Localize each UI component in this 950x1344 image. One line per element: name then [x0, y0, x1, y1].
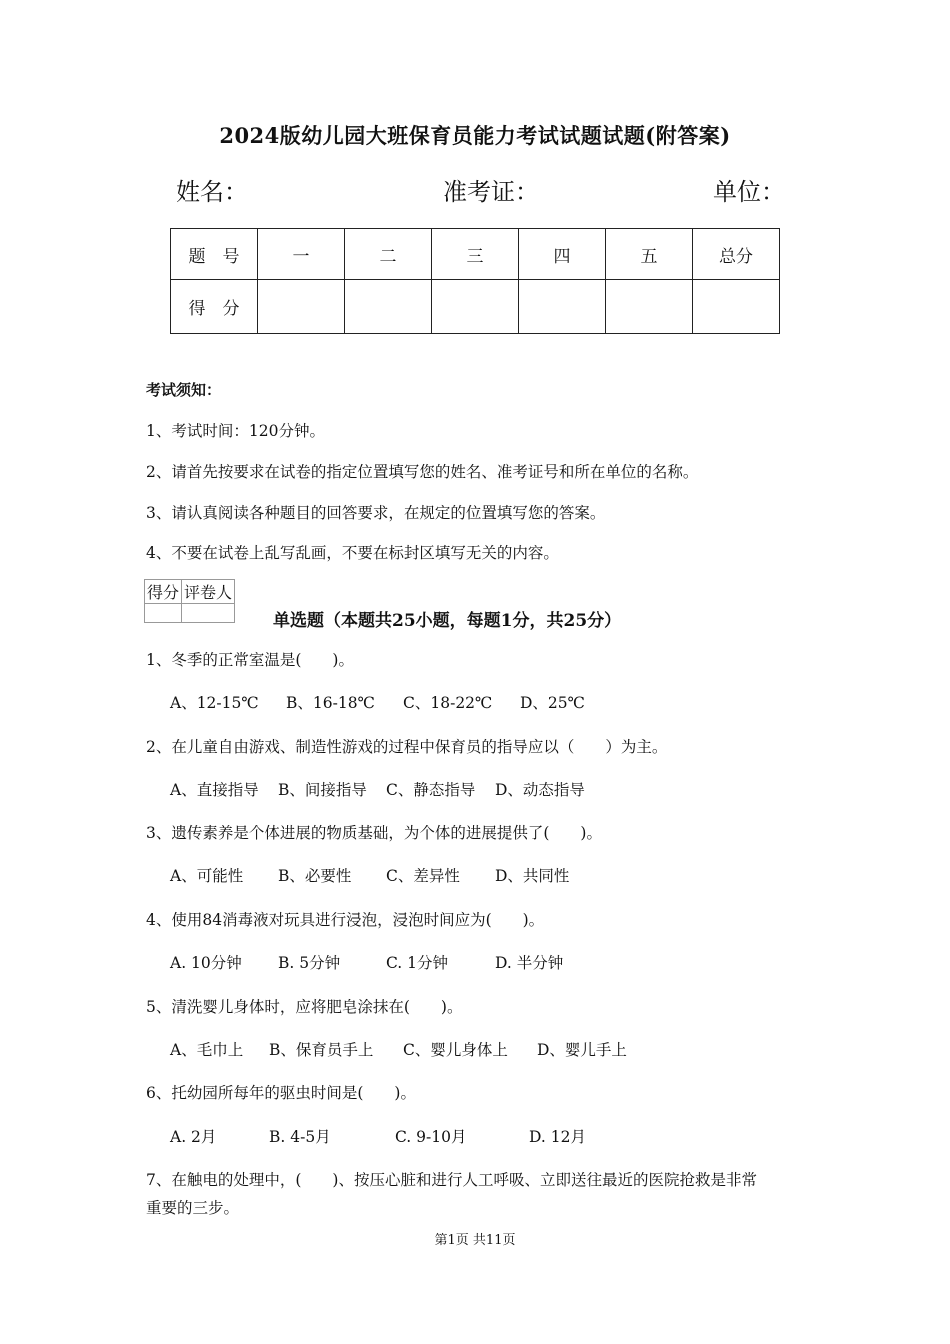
score-header-cell: 二 — [345, 229, 432, 280]
grader-score-label: 得分 — [145, 580, 182, 604]
option-row — [170, 691, 585, 713]
option[interactable]: B、必要性 — [278, 867, 352, 885]
question-text: 3、遗传素养是个体进展的物质基础，为个体的进展提供了( )。 — [146, 824, 602, 842]
score-header-cell: 四 — [519, 229, 606, 280]
score-cell[interactable] — [519, 280, 606, 334]
option[interactable]: D、共同性 — [495, 867, 570, 885]
notice-item: 4、不要在试卷上乱写乱画，不要在标封区填写无关的内容。 — [146, 544, 559, 562]
option[interactable]: A. 10分钟 — [170, 954, 242, 972]
option[interactable]: A、毛巾上 — [170, 1041, 244, 1059]
grader-score-cell[interactable] — [145, 604, 182, 623]
score-table — [170, 228, 780, 334]
question-text: 1、冬季的正常室温是( )。 — [146, 651, 354, 669]
score-cell[interactable] — [258, 280, 345, 334]
option[interactable]: C、静态指导 — [386, 781, 476, 799]
option[interactable]: C、婴儿身体上 — [403, 1041, 508, 1059]
option[interactable]: D、婴儿手上 — [537, 1041, 627, 1059]
option[interactable]: D. 12月 — [529, 1128, 586, 1146]
option-row — [170, 951, 563, 973]
document-title: 2024版幼儿园大班保育员能力考试试题试题(附答案) — [219, 123, 731, 148]
section-title: 单选题（本题共25小题，每题1分，共25分） — [273, 611, 622, 631]
option[interactable]: A、直接指导 — [170, 781, 259, 799]
score-cell[interactable] — [606, 280, 693, 334]
notice-item: 3、请认真阅读各种题目的回答要求，在规定的位置填写您的答案。 — [146, 504, 606, 522]
score-row-label: 得 分 — [171, 280, 258, 334]
notice-item: 1、考试时间：120分钟。 — [146, 422, 325, 440]
unit-label: 单位： — [713, 178, 785, 206]
question-text: 5、清洗婴儿身体时，应将肥皂涂抹在( )。 — [146, 998, 463, 1016]
option-row — [170, 864, 569, 886]
score-table-header-row — [171, 229, 780, 280]
option[interactable]: D. 半分钟 — [495, 954, 564, 972]
option[interactable]: C、18-22℃ — [403, 694, 493, 712]
option-row — [170, 1125, 586, 1147]
option[interactable]: D、25℃ — [520, 694, 585, 712]
grader-name-label: 评卷人 — [182, 580, 235, 604]
option[interactable]: A、可能性 — [170, 867, 244, 885]
page-footer: 第1页 共11页 — [434, 1233, 516, 1248]
option[interactable]: A. 2月 — [170, 1128, 217, 1146]
question-text: 6、托幼园所每年的驱虫时间是( )。 — [146, 1084, 416, 1102]
notice-item: 2、请首先按要求在试卷的指定位置填写您的姓名、准考证号和所在单位的名称。 — [146, 463, 699, 481]
score-header-cell: 一 — [258, 229, 345, 280]
question-text: 2、在儿童自由游戏、制造性游戏的过程中保育员的指导应以（ ）为主。 — [146, 738, 668, 756]
option-row — [170, 1038, 627, 1060]
option[interactable]: B、保育员手上 — [269, 1041, 374, 1059]
score-header-cell: 题 号 — [171, 229, 258, 280]
option[interactable]: B. 5分钟 — [278, 954, 341, 972]
score-cell[interactable] — [693, 280, 780, 334]
option[interactable]: C、差异性 — [386, 867, 460, 885]
question-text: 7、在触电的处理中，( )、按压心脏和进行人工呼吸、立即送往最近的医院抢救是非常 — [146, 1171, 757, 1189]
option-row — [170, 778, 585, 800]
option[interactable]: A、12-15℃ — [170, 694, 259, 712]
notice-heading: 考试须知： — [146, 381, 222, 399]
name-label: 姓名： — [176, 178, 248, 206]
grader-box — [144, 579, 235, 623]
score-header-cell: 三 — [432, 229, 519, 280]
grader-name-cell[interactable] — [182, 604, 235, 623]
score-header-cell: 五 — [606, 229, 693, 280]
score-cell[interactable] — [345, 280, 432, 334]
question-text-continued: 重要的三步。 — [146, 1199, 240, 1217]
option[interactable]: C. 1分钟 — [386, 954, 449, 972]
option[interactable]: B、16-18℃ — [286, 694, 375, 712]
option[interactable]: B、间接指导 — [278, 781, 367, 799]
option[interactable]: D、动态指导 — [495, 781, 585, 799]
exam-id-label: 准考证： — [443, 178, 539, 206]
score-header-cell: 总分 — [693, 229, 780, 280]
option[interactable]: C. 9-10月 — [395, 1128, 467, 1146]
option[interactable]: B. 4-5月 — [269, 1128, 331, 1146]
score-cell[interactable] — [432, 280, 519, 334]
question-text: 4、使用84消毒液对玩具进行浸泡，浸泡时间应为( )。 — [146, 911, 545, 929]
score-table-score-row — [171, 280, 780, 334]
